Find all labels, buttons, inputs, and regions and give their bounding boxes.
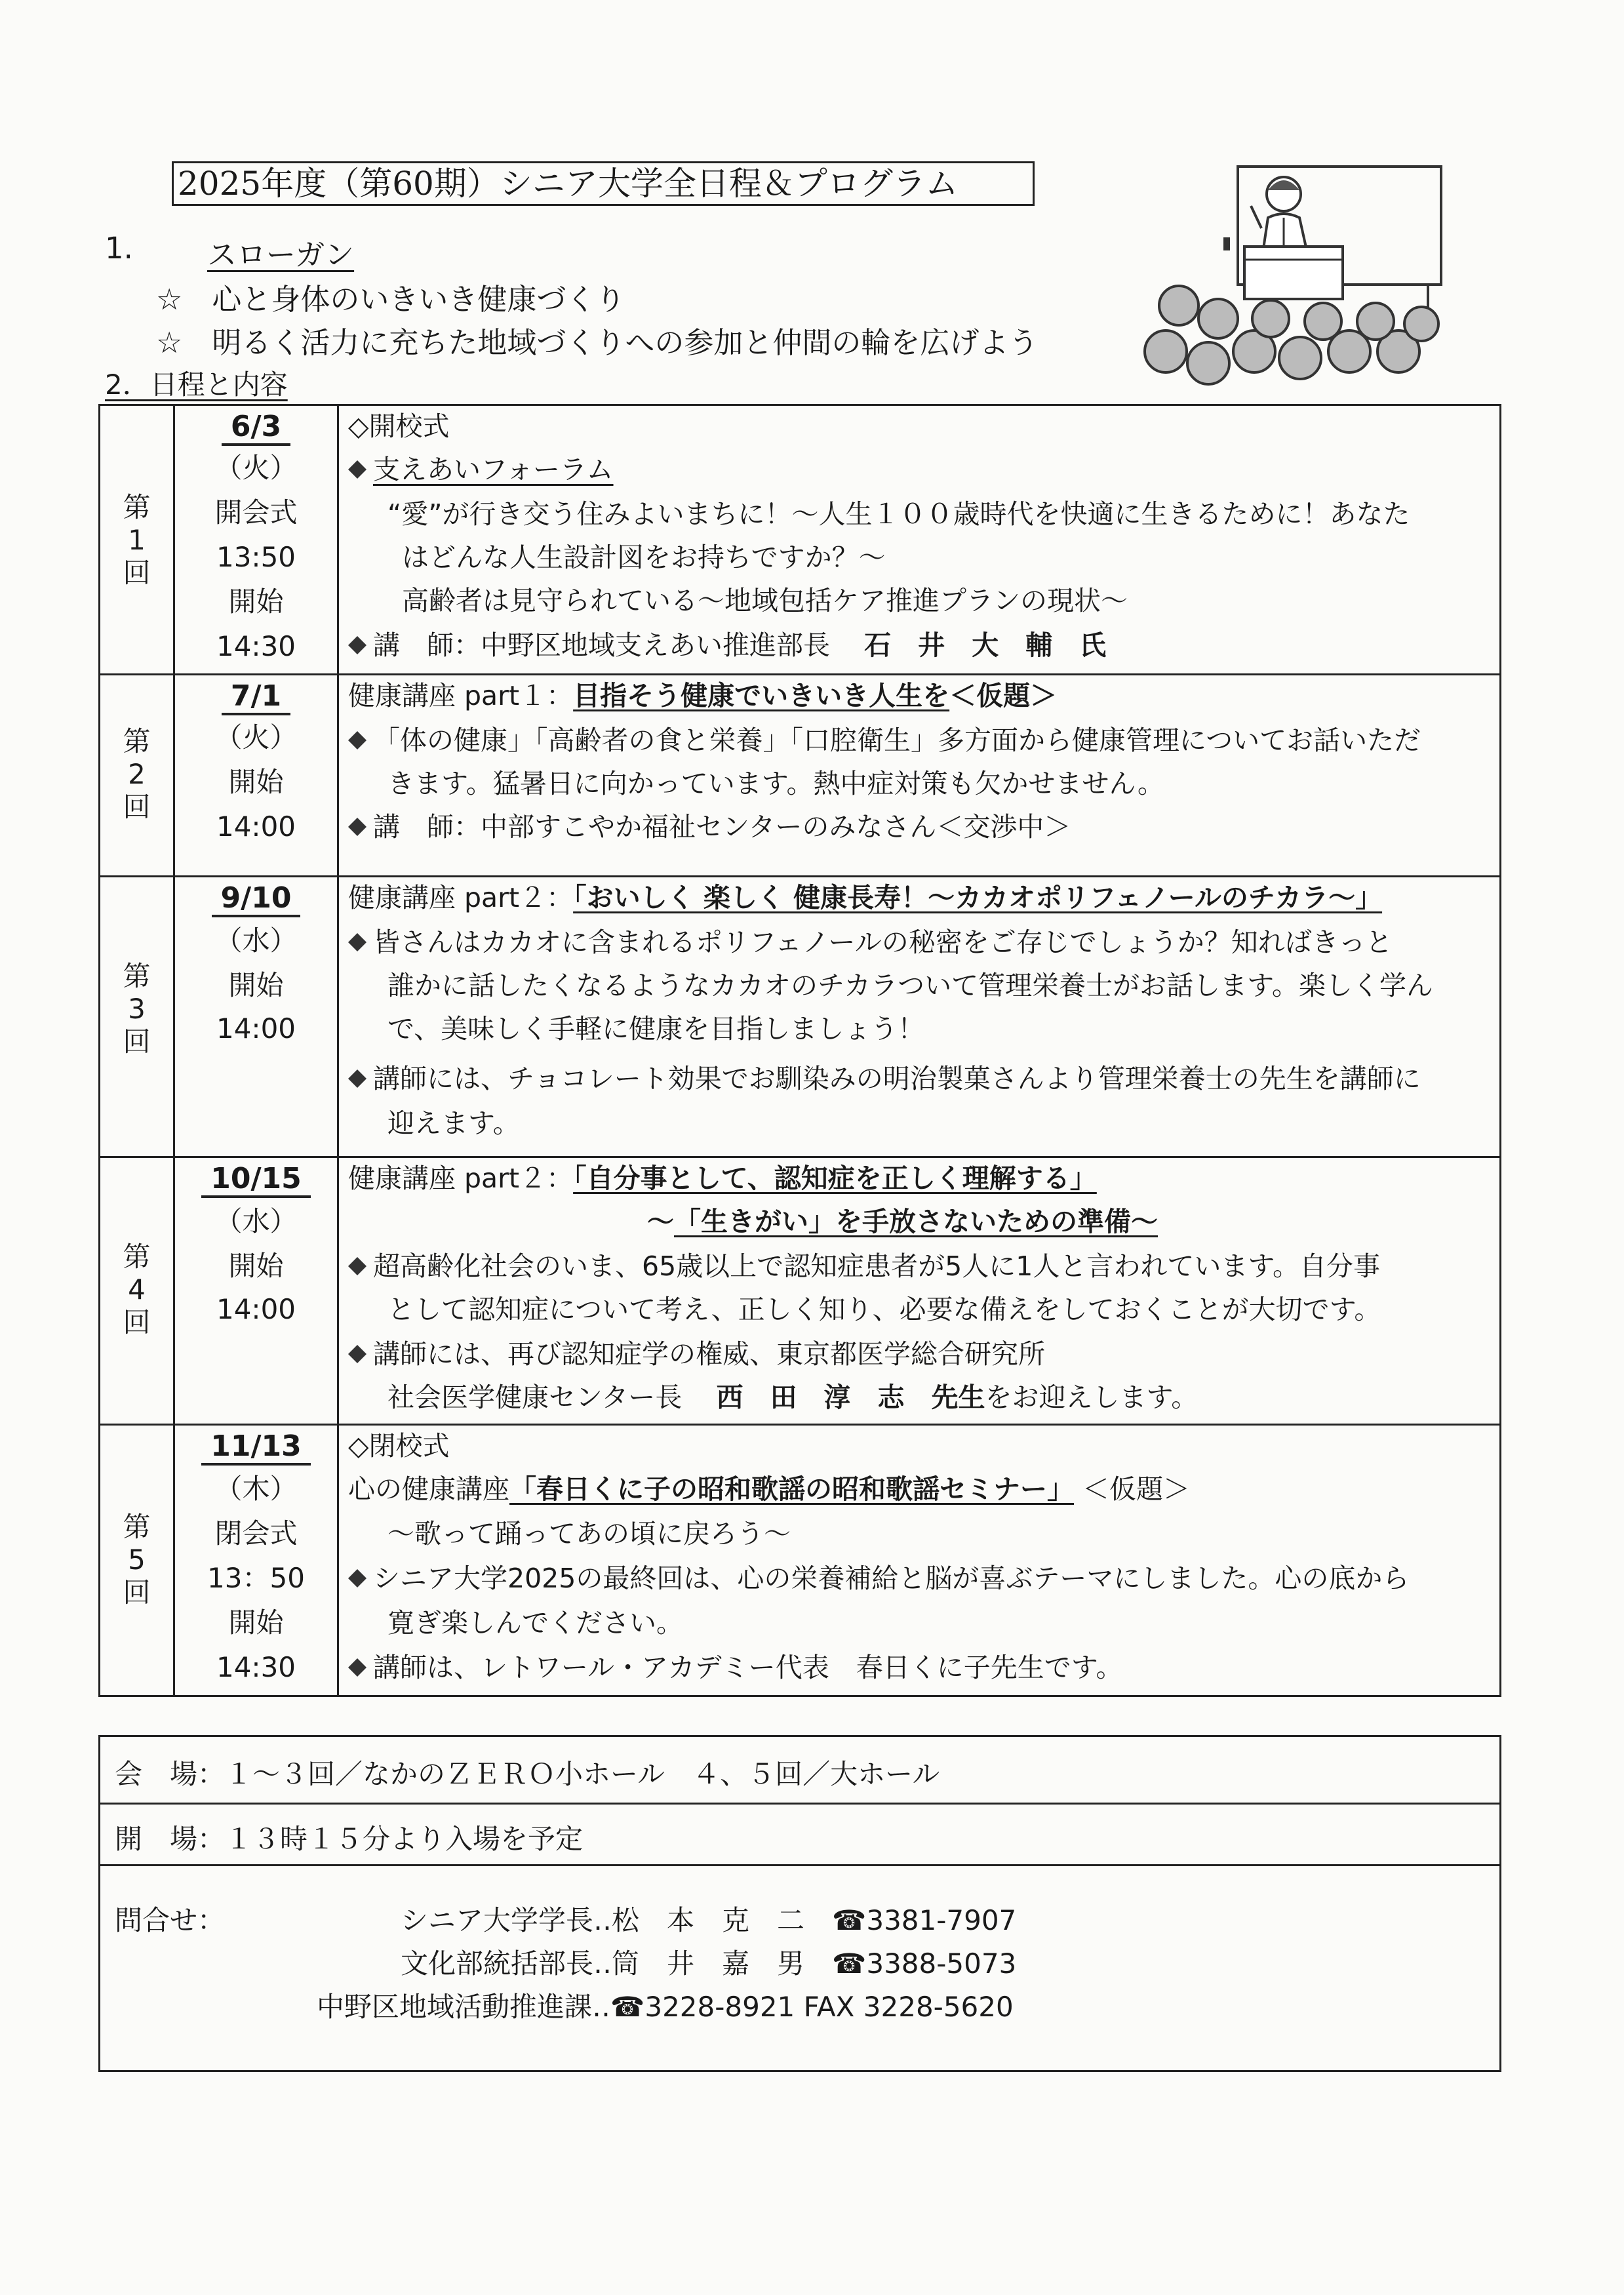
session-start-label: 開始 — [228, 1606, 284, 1639]
session-content-cell — [339, 1158, 1499, 1424]
content-line: で、美味しく手軽に健康を目指しましょう！ — [387, 1013, 925, 1045]
content-line: 誰かに話したくなるようなカカオのチカラついて管理栄養士がお話します。楽しく学ん — [387, 970, 1433, 1001]
contact-line-1: シニア大学学長‥松 本 克 二 ☎3381-7907 — [401, 1904, 1017, 1936]
session-start-label: 開始 — [228, 586, 284, 618]
session-date-cell — [175, 406, 339, 673]
session-ceremony: 開会式 — [214, 496, 298, 529]
session-row-4 — [100, 1156, 1499, 1424]
diamond-bullet-icon — [348, 460, 366, 479]
content-line: ◇閉校式 — [348, 1430, 450, 1462]
session-start-label: 開始 — [228, 969, 284, 1001]
diamond-bullet-icon — [348, 1257, 366, 1275]
section2-heading: 2．日程と内容 — [105, 369, 288, 401]
content-line: 社会医学健康センター長 西 田 淳 志 先生をお迎えします。 — [387, 1382, 1198, 1413]
contact-row — [100, 1864, 1499, 2073]
content-line: 健康講座 part２：「おいしく 楽しく 健康長寿！～カカオポリフェノールのチカラ～」 — [348, 882, 1383, 913]
content-line: 寛ぎ楽しんでください。 — [387, 1607, 683, 1639]
session-date: 6/3 — [175, 410, 337, 443]
session-ceremony-time: 13：50 — [207, 1562, 305, 1594]
session-date-cell — [175, 1426, 339, 1695]
session-content-cell — [339, 877, 1499, 1156]
opening-text: 開 場：１３時１５分より入場を予定 — [115, 1823, 584, 1855]
session-row-1 — [100, 406, 1499, 673]
session-weekday: （水） — [214, 925, 298, 957]
session-weekday: （木） — [214, 1473, 298, 1505]
session-label: 第 5 回 — [123, 1511, 151, 1608]
session-row-5 — [100, 1424, 1499, 1695]
session-start-time: 14:00 — [216, 1012, 296, 1045]
content-line: きます。猛暑日に向かっています。熱中症対策も欠かせません。 — [387, 768, 1164, 799]
content-line: 「体の健康」「高齢者の食と栄養」「口腔衛生」多方面から健康管理についてお話いただ — [348, 724, 1421, 757]
content-line: として認知症について考え、正しく知り、必要な備えをしておくことが大切です。 — [387, 1294, 1381, 1325]
session-weekday: （火） — [214, 721, 298, 753]
session-label: 第 3 回 — [123, 960, 151, 1058]
slogan-2: ☆ 明るく活力に充ちた地域づくりへの参加と仲間の輪を広げよう — [156, 325, 1039, 360]
session-label-cell — [100, 1158, 175, 1424]
lecture-illustration — [1139, 155, 1454, 404]
diamond-bullet-icon — [348, 818, 366, 836]
session-date-cell — [175, 877, 339, 1156]
content-line: 高齢者は見守られている～地域包括ケア推進プランの現状～ — [402, 585, 1128, 616]
venue-text: 会 場：１～３回／なかのＺＥＲＯ小ホール ４、５回／大ホール — [115, 1758, 940, 1790]
session-weekday: （火） — [214, 452, 298, 484]
content-line: 皆さんはカカオに含まれるポリフェノールの秘密をご存じでしょうか？知ればきっと — [348, 926, 1393, 959]
contact-line-3: 中野区地域活動推進課‥☎3228-8921 FAX 3228-5620 — [317, 1991, 1014, 2023]
session-date: 7/1 — [175, 679, 337, 713]
session-start-time: 14:00 — [216, 1293, 296, 1325]
diamond-bullet-icon — [348, 1345, 366, 1363]
session-label: 第 4 回 — [123, 1241, 151, 1338]
contact-line-2: 文化部統括部長‥筒 井 嘉 男 ☎3388-5073 — [401, 1947, 1017, 1980]
diamond-bullet-icon — [348, 731, 366, 749]
content-line: 講 師：中部すこやか福祉センターのみなさん＜交渉中＞ — [348, 810, 1071, 843]
session-weekday: （水） — [214, 1205, 298, 1237]
session-label-cell — [100, 1426, 175, 1695]
session-label: 第 2 回 — [123, 725, 151, 823]
contact-label: 問合せ： — [115, 1904, 226, 1936]
content-line: 健康講座 part２：「自分事として、認知症を正しく理解する」 — [348, 1163, 1097, 1194]
content-line: 健康講座 part１：目指そう健康でいきいき人生を＜仮題＞ — [348, 680, 1058, 711]
session-start-time: 14:30 — [216, 630, 296, 662]
page-title: 2025年度（第60期）シニア大学全日程＆プログラム — [172, 161, 1035, 206]
content-line: 講 師：中野区地域支えあい推進部長 石 井 大 輔 氏 — [348, 629, 1106, 662]
section1-number: 1. — [105, 231, 133, 266]
content-line: はどんな人生設計図をお持ちですか？～ — [402, 542, 886, 573]
diamond-bullet-icon — [348, 933, 366, 951]
session-start-label: 開始 — [228, 766, 284, 798]
session-label-cell — [100, 675, 175, 875]
info-box — [98, 1735, 1501, 2072]
session-content-cell — [339, 675, 1499, 875]
venue-row — [100, 1737, 1499, 1803]
content-line: 講師には、チョコレート効果でお馴染みの明治製菓さんより管理栄養士の先生を講師に — [348, 1062, 1421, 1095]
content-line: 迎えます。 — [387, 1108, 520, 1139]
content-line: ～「生きがい」を手放さないための準備～ — [647, 1206, 1158, 1237]
session-start-time: 14:30 — [216, 1651, 296, 1683]
diamond-bullet-icon — [348, 1069, 366, 1088]
session-ceremony: 閉会式 — [214, 1517, 298, 1549]
diamond-bullet-icon — [348, 1569, 366, 1587]
session-ceremony-time: 13:50 — [216, 541, 296, 573]
session-label-cell — [100, 406, 175, 673]
session-date: 9/10 — [175, 881, 337, 915]
session-start-label: 開始 — [228, 1250, 284, 1282]
schedule-table — [98, 404, 1501, 1697]
session-label-cell — [100, 877, 175, 1156]
content-line: 心の健康講座「春日くに子の昭和歌謡の昭和歌謡セミナー」 ＜仮題＞ — [348, 1473, 1191, 1505]
content-line: 支えあいフォーラム — [348, 453, 614, 486]
session-label: 第 1 回 — [123, 491, 151, 589]
session-date-cell — [175, 1158, 339, 1424]
session-row-3 — [100, 875, 1499, 1156]
session-start-time: 14:00 — [216, 810, 296, 843]
content-line: ～歌って踊ってあの頃に戻ろう～ — [387, 1518, 791, 1549]
session-row-2 — [100, 673, 1499, 875]
session-date: 10/15 — [175, 1162, 337, 1195]
session-date: 11/13 — [175, 1429, 337, 1463]
slogan-1: ☆ 心と身体のいきいき健康づくり — [156, 282, 625, 317]
session-date-cell — [175, 675, 339, 875]
content-line: 超高齢化社会のいま、65歳以上で認知症患者が5人に1人と言われています。自分事 — [348, 1250, 1380, 1283]
heading-gap — [1139, 400, 1501, 402]
opening-row — [100, 1803, 1499, 1864]
content-line: シニア大学2025の最終回は、心の栄養補給と脳が喜ぶテーマにしました。心の底から — [348, 1562, 1409, 1595]
content-line: ◇開校式 — [348, 410, 450, 442]
section1-heading: スローガン — [207, 237, 355, 272]
diamond-bullet-icon — [348, 1658, 366, 1677]
content-line: “愛”が行き交う住みよいまちに！～人生１００歳時代を快適に生きるために！あなた — [387, 498, 1410, 530]
session-content-cell — [339, 406, 1499, 673]
diamond-bullet-icon — [348, 636, 366, 654]
content-line: 講師は、レトワール・アカデミー代表 春日くに子先生です。 — [348, 1651, 1123, 1684]
session-content-cell — [339, 1426, 1499, 1695]
content-line: 講師には、再び認知症学の権威、東京都医学総合研究所 — [348, 1338, 1045, 1370]
